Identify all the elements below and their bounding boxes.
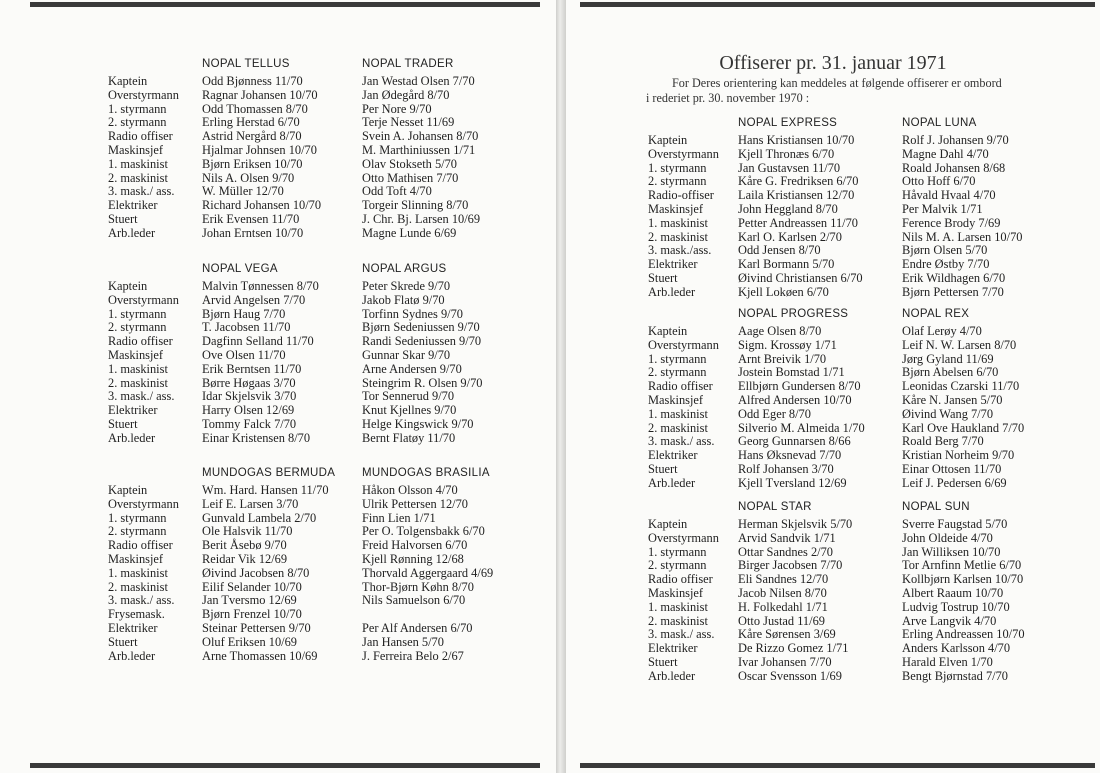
officer-entry-column (738, 134, 863, 300)
rank-label-column (108, 75, 179, 241)
rank-label: 2. maskinist (108, 375, 168, 390)
officer-entry: Karl Bormann 5/70 (738, 257, 835, 272)
officer-entry: J. Ferreira Belo 2/67 (362, 648, 464, 663)
ship-name-heading: NOPAL EXPRESS (738, 117, 838, 129)
officer-entry: Freid Halvorsen 6/70 (362, 538, 468, 553)
rank-label: 2. maskinist (108, 579, 168, 594)
officer-entry: Oscar Svensson 1/69 (738, 668, 842, 683)
rank-label: Arb.leder (648, 475, 696, 490)
officer-entry: Leif N. W. Larsen 8/70 (902, 337, 1017, 352)
officer-entry: Per O. Tolgensbakk 6/70 (362, 524, 485, 539)
intro-line-1: For Deres orientering kan meddeles at følgende offiserer er ombord (672, 76, 1002, 90)
officer-entry: Birger Jacobsen 7/70 (738, 558, 843, 573)
rank-label: Stuert (648, 654, 678, 669)
rank-label: 1. styrmann (108, 306, 167, 321)
intro-text (646, 76, 1086, 106)
officer-entry: Peter Skrede 9/70 (362, 279, 451, 293)
rank-label: Elektriker (108, 620, 158, 635)
rank-label: Overstyrmann (108, 292, 179, 307)
rank-label: Stuert (648, 461, 678, 476)
rank-label: 1. styrmann (648, 160, 707, 175)
rank-label: 1. maskinist (108, 361, 168, 376)
officer-entry: Karl Ove Haukland 7/70 (902, 420, 1025, 435)
officer-entry: Jan Westad Olsen 7/70 (362, 74, 475, 88)
rank-label: 1. styrmann (648, 544, 707, 559)
officer-entry-column (362, 484, 493, 663)
officer-entry: Steingrim R. Olsen 9/70 (362, 375, 483, 390)
rank-label: 1. maskinist (108, 156, 168, 171)
rank-label: Overstyrmann (648, 530, 719, 545)
officer-entry: Leonidas Czarski 11/70 (902, 379, 1020, 394)
officer-entry: Sverre Faugstad 5/70 (902, 517, 1008, 531)
officer-entry: Olav Stokseth 5/70 (362, 156, 457, 171)
officer-entry: Erik Evensen 11/70 (202, 211, 300, 226)
officer-entry: Håkon Olsson 4/70 (362, 483, 458, 497)
ship-block (648, 308, 1088, 491)
rank-label: Maskinsjef (648, 392, 704, 407)
officer-entry: Otto Hoff 6/70 (902, 174, 976, 189)
rank-label: Elektriker (108, 198, 158, 213)
officer-entry: Magne Lunde 6/69 (362, 225, 457, 240)
officer-entry: Rolf Johansen 3/70 (738, 461, 834, 476)
officer-entry: Johan Erntsen 10/70 (202, 225, 304, 240)
rank-label: Arb.leder (108, 225, 156, 240)
officer-entry-column (202, 484, 329, 663)
rank-label-column (108, 280, 179, 446)
rank-label: 1. maskinist (648, 406, 708, 421)
rank-label: Kaptein (108, 483, 148, 497)
officer-entry: Ole Halsvik 11/70 (202, 524, 293, 539)
rank-label: 2. styrmann (648, 365, 707, 380)
rank-label: 2. maskinist (648, 613, 708, 628)
rank-label: Maskinsjef (108, 551, 164, 566)
officer-entry: Arve Langvik 4/70 (902, 613, 997, 628)
officer-entry: Kjell Tversland 12/69 (738, 475, 847, 490)
officer-entry: Arvid Angelsen 7/70 (202, 292, 306, 307)
officer-entry: Ivar Johansen 7/70 (738, 654, 832, 669)
ship-name-heading: NOPAL ARGUS (362, 263, 447, 275)
ship-name-heading: NOPAL PROGRESS (738, 308, 849, 320)
officer-entry: Ottar Sandnes 2/70 (738, 544, 833, 559)
ship-name-heading: MUNDOGAS BERMUDA (202, 467, 336, 479)
officer-entry: Øivind Wang 7/70 (902, 406, 994, 421)
rank-label-column (648, 325, 719, 491)
officer-entry-column (902, 325, 1024, 491)
book-gutter (556, 0, 566, 773)
rank-label-column (108, 484, 179, 663)
rank-label: Maskinsjef (648, 201, 704, 216)
rank-label: Radio offiser (108, 129, 173, 144)
officer-entry: Bjørn Haug 7/70 (202, 306, 286, 321)
rank-label: Stuert (108, 416, 138, 431)
ship-name-heading: NOPAL STAR (738, 501, 812, 513)
officer-entry: Tor Sennerud 9/70 (362, 389, 455, 404)
officer-entry: Ulrik Pettersen 12/70 (362, 496, 468, 511)
officer-entry: Jan Tversmo 12/69 (202, 593, 297, 608)
officer-entry: Astrid Nergård 8/70 (202, 129, 302, 144)
officer-entry: Bjørn Eriksen 10/70 (202, 156, 303, 171)
rank-label: Overstyrmann (648, 146, 719, 161)
officer-entry: Bjørn Pettersen 7/70 (902, 284, 1004, 299)
officer-entry: Odd Toft 4/70 (362, 184, 432, 199)
officer-entry: Erik Wildhagen 6/70 (902, 270, 1006, 285)
officer-entry: Einar Ottosen 11/70 (902, 461, 1002, 476)
officer-entry: Ellbjørn Gundersen 8/70 (738, 379, 861, 394)
officer-entry: Odd Thomassen 8/70 (202, 101, 308, 116)
rank-label-column (648, 518, 719, 684)
ship-name-heading: NOPAL LUNA (902, 117, 977, 129)
officer-entry: John Oldeide 4/70 (902, 530, 993, 545)
officer-entry: Arnt Breivik 1/70 (738, 351, 827, 366)
rank-label: 1. styrmann (648, 351, 707, 366)
officer-entry-column (902, 134, 1022, 300)
officer-entry: Richard Johansen 10/70 (202, 198, 322, 213)
ship-name-heading: NOPAL VEGA (202, 263, 278, 275)
page-edge-bottom-left (30, 763, 540, 768)
officer-entry: Dagfinn Selland 11/70 (202, 334, 314, 349)
rank-label: Kaptein (648, 133, 688, 147)
rank-label: Arb.leder (648, 668, 696, 683)
officer-entry-column (738, 518, 852, 684)
rank-label: Arb.leder (108, 648, 156, 663)
officer-entry: Øivind Jacobsen 8/70 (202, 565, 310, 580)
officer-entry: Nils Samuelson 6/70 (362, 593, 466, 608)
officer-entry: Aage Olsen 8/70 (738, 324, 822, 338)
officer-entry: T. Jacobsen 11/70 (202, 320, 291, 335)
rank-label: 2. maskinist (648, 420, 708, 435)
officer-entry: Malvin Tønnessen 8/70 (202, 279, 319, 293)
rank-label: 2. styrmann (108, 320, 167, 335)
officer-entry: Wm. Hard. Hansen 11/70 (202, 483, 329, 497)
officer-entry: Per Malvik 1/71 (902, 201, 983, 216)
officer-entry: Alfred Andersen 10/70 (738, 392, 852, 407)
rank-label: 1. maskinist (648, 599, 708, 614)
rank-label: 2. maskinist (108, 170, 168, 185)
officer-entry (362, 608, 493, 622)
rank-label: Radio offiser (108, 538, 173, 553)
rank-label: Maskinsjef (648, 585, 704, 600)
page-title: Offiserer pr. 31. januar 1971 (719, 52, 947, 74)
officer-entry: Torgeir Slinning 8/70 (362, 198, 469, 213)
officer-entry-column (738, 325, 865, 491)
officer-entry: Kjell Rønning 12/68 (362, 551, 464, 566)
rank-label: 2. styrmann (108, 524, 167, 539)
rank-label: Kaptein (648, 324, 688, 338)
rank-label: 3. mask./ ass. (108, 593, 175, 608)
officer-entry: Eilif Selander 10/70 (202, 579, 302, 594)
officer-entry: Oluf Eriksen 10/69 (202, 634, 297, 649)
rank-label: Elektriker (108, 403, 158, 418)
officer-entry: Bernt Flatøy 11/70 (362, 430, 456, 445)
officer-entry: Erling Andreassen 10/70 (902, 627, 1025, 642)
rank-label: 3. mask./ ass. (108, 389, 175, 404)
rank-label: Overstyrmann (648, 337, 719, 352)
officer-entry: Jan Williksen 10/70 (902, 544, 1001, 559)
officer-entry: Roald Johansen 8/68 (902, 160, 1006, 175)
officer-entry: Bjørn Abelsen 6/70 (902, 365, 999, 380)
officer-entry: Leif J. Pedersen 6/69 (902, 475, 1007, 490)
officer-entry: Jacob Nilsen 8/70 (738, 585, 827, 600)
officer-entry: Erling Herstad 6/70 (202, 115, 300, 130)
officer-entry: Randi Sedeniussen 9/70 (362, 334, 482, 349)
officer-entry: Sigm. Krossøy 1/71 (738, 337, 837, 352)
officer-entry: Herman Skjelsvik 5/70 (738, 517, 853, 531)
rank-label: Maskinsjef (108, 142, 164, 157)
rank-label: 3. mask./ass. (648, 243, 712, 258)
officer-entry: Bjørn Frenzel 10/70 (202, 607, 302, 622)
officer-entry-column (362, 75, 480, 241)
rank-label: Elektriker (648, 448, 698, 463)
officer-entry: Per Nore 9/70 (362, 101, 432, 116)
officer-entry: Odd Jensen 8/70 (738, 243, 821, 258)
officer-entry: Bjørn Olsen 5/70 (902, 243, 988, 258)
rank-label: 1. styrmann (108, 101, 167, 116)
officer-entry: Bjørn Sedeniussen 9/70 (362, 320, 480, 335)
rank-label: Frysemask. (108, 607, 165, 622)
officer-entry: Helge Kingswick 9/70 (362, 416, 474, 431)
officer-entry: Endre Østby 7/70 (902, 257, 990, 272)
officer-entry: Terje Nesset 11/69 (362, 115, 455, 130)
officer-entry: Hans Øksnevad 7/70 (738, 448, 842, 463)
officer-entry: Kjell Thronæs 6/70 (738, 146, 835, 161)
rank-label: Arb.leder (108, 430, 156, 445)
officer-entry: Tor Arnfinn Metlie 6/70 (902, 558, 1022, 573)
officer-entry: Bengt Bjørnstad 7/70 (902, 668, 1009, 683)
intro-line-2: i rederiet pr. 30. november 1970 : (646, 91, 810, 105)
officer-entry: Håvald Hvaal 4/70 (902, 188, 996, 203)
officer-entry: Jan Ødegård 8/70 (362, 87, 450, 102)
rank-label: Stuert (108, 211, 138, 226)
officer-entry: Roald Berg 7/70 (902, 434, 984, 449)
officer-entry: Per Alf Andersen 6/70 (362, 620, 473, 635)
officer-entry-column (202, 280, 319, 446)
rank-label: Arb.leder (648, 284, 696, 299)
officer-entry: Nils M. A. Larsen 10/70 (902, 229, 1023, 244)
rank-label: Radio offiser (108, 334, 173, 349)
officer-entry: Harald Elven 1/70 (902, 654, 993, 669)
officer-entry: Idar Skjelsvik 3/70 (202, 389, 297, 404)
officer-entry: Kåre G. Fredriksen 6/70 (738, 174, 859, 189)
ship-name-heading: NOPAL TRADER (362, 58, 454, 70)
rank-label: Kaptein (648, 517, 688, 531)
rank-label: 1. styrmann (108, 510, 167, 525)
ship-block (648, 501, 1088, 684)
officer-entry: Hans Kristiansen 10/70 (738, 133, 855, 147)
officer-entry: Eli Sandnes 12/70 (738, 572, 829, 587)
officer-entry: Arne Andersen 9/70 (362, 361, 462, 376)
officer-entry: W. Müller 12/70 (202, 184, 284, 199)
rank-label: Stuert (648, 270, 678, 285)
rank-label: Radio offiser (648, 379, 713, 394)
officer-entry: J. Chr. Bj. Larsen 10/69 (362, 211, 481, 226)
rank-label: 1. maskinist (108, 565, 168, 580)
rank-label: Elektriker (648, 641, 698, 656)
ship-name-heading: MUNDOGAS BRASILIA (362, 467, 490, 479)
rank-label: Stuert (108, 634, 138, 649)
rank-label: 2. styrmann (648, 174, 707, 189)
rank-label: Kaptein (108, 279, 148, 293)
officer-entry: Kåre Sørensen 3/69 (738, 627, 836, 642)
officer-entry: Otto Justad 11/69 (738, 613, 825, 628)
officer-entry: Svein A. Johansen 8/70 (362, 129, 479, 144)
officer-entry: Georg Gunnarsen 8/66 (738, 434, 851, 449)
officer-entry: Odd Bjønness 11/70 (202, 74, 303, 88)
officer-entry: Berit Åsebø 9/70 (202, 538, 287, 553)
officer-entry: Kollbjørn Karlsen 10/70 (902, 572, 1024, 587)
rank-label: Maskinsjef (108, 347, 164, 362)
rank-label: 2. maskinist (648, 229, 708, 244)
officer-entry: Thorvald Aggergaard 4/69 (362, 565, 494, 580)
officer-entry: Finn Lien 1/71 (362, 510, 436, 525)
rank-label: Elektriker (648, 257, 698, 272)
officer-entry-column (902, 518, 1025, 684)
ship-block (108, 58, 548, 241)
officer-entry: Kjell Lokøen 6/70 (738, 284, 829, 299)
officer-entry-column (362, 280, 482, 446)
rank-label: 3. mask./ ass. (648, 627, 715, 642)
officer-entry: Jostein Bomstad 1/71 (738, 365, 845, 380)
officer-entry: Leif E. Larsen 3/70 (202, 496, 299, 511)
officer-entry: Arne Thomassen 10/69 (202, 648, 318, 663)
officer-entry: De Rizzo Gomez 1/71 (738, 641, 849, 656)
officer-entry: Gunnar Skar 9/70 (362, 347, 451, 362)
ship-name-heading: NOPAL TELLUS (202, 58, 290, 70)
ship-block (108, 263, 548, 446)
officer-entry: Børre Høgaas 3/70 (202, 375, 296, 390)
ship-name-heading: NOPAL SUN (902, 501, 970, 513)
rank-label: 1. maskinist (648, 215, 708, 230)
officer-entry: Petter Andreassen 11/70 (738, 215, 858, 230)
officer-entry: Ference Brody 7/69 (902, 215, 1001, 230)
officer-entry: Kåre N. Jansen 5/70 (902, 392, 1003, 407)
rank-label: Radio offiser (648, 572, 713, 587)
officer-entry: Steinar Pettersen 9/70 (202, 620, 311, 635)
rank-label: Radio-offiser (648, 188, 714, 203)
officer-entry: Øivind Christiansen 6/70 (738, 270, 863, 285)
officer-entry: Silverio M. Almeida 1/70 (738, 420, 865, 435)
rank-label: 3. mask./ ass. (648, 434, 715, 449)
officer-entry: Laila Kristiansen 12/70 (738, 188, 855, 203)
officer-entry: Gunvald Lambela 2/70 (202, 510, 317, 525)
officer-entry: Thor-Bjørn Køhn 8/70 (362, 579, 474, 594)
officer-entry-column (202, 75, 321, 241)
officer-entry: Jørg Gyland 11/69 (902, 351, 994, 366)
officer-entry: H. Folkedahl 1/71 (738, 599, 828, 614)
rank-label: 3. mask./ ass. (108, 184, 175, 199)
officer-entry: Otto Mathisen 7/70 (362, 170, 459, 185)
ship-name-heading: NOPAL REX (902, 308, 970, 320)
officer-entry: Reidar Vik 12/69 (202, 551, 288, 566)
officer-entry: Tommy Falck 7/70 (202, 416, 297, 431)
officer-entry: Jan Hansen 5/70 (362, 634, 444, 649)
officer-entry: Karl O. Karlsen 2/70 (738, 229, 842, 244)
officer-entry: Arvid Sandvik 1/71 (738, 530, 836, 545)
officer-entry: Ragnar Johansen 10/70 (202, 87, 318, 102)
officer-entry: Jakob Flatø 9/70 (362, 292, 445, 307)
officer-entry: Nils A. Olsen 9/70 (202, 170, 295, 185)
officer-entry: Jan Gustavsen 11/70 (738, 160, 841, 175)
rank-label: Overstyrmann (108, 87, 179, 102)
officer-entry: Magne Dahl 4/70 (902, 146, 989, 161)
officer-entry: Olaf Lerøy 4/70 (902, 324, 982, 338)
rank-label: 2. styrmann (648, 558, 707, 573)
rank-label: Kaptein (108, 74, 148, 88)
officer-entry: Torfinn Sydnes 9/70 (362, 306, 464, 321)
officer-entry: Harry Olsen 12/69 (202, 403, 295, 418)
rank-label-column (648, 134, 719, 300)
officer-entry: M. Marthiniussen 1/71 (362, 142, 476, 157)
officer-entry: Hjalmar Johnsen 10/70 (202, 142, 317, 157)
ship-block (648, 117, 1088, 300)
ship-block (108, 467, 548, 663)
officer-entry: Rolf J. Johansen 9/70 (902, 133, 1009, 147)
page-edge-bottom-right (580, 763, 1095, 768)
officer-entry: Knut Kjellnes 9/70 (362, 403, 457, 418)
officer-entry: Erik Berntsen 11/70 (202, 361, 302, 376)
officer-entry: Anders Karlsson 4/70 (902, 641, 1011, 656)
officer-entry: Ludvig Tostrup 10/70 (902, 599, 1010, 614)
page-edge-top-left (30, 2, 540, 7)
officer-entry: Ove Olsen 11/70 (202, 347, 286, 362)
officer-entry: Albert Raaum 10/70 (902, 585, 1004, 600)
rank-label: Overstyrmann (108, 496, 179, 511)
officer-entry: Kristian Norheim 9/70 (902, 448, 1015, 463)
page-edge-top-right (580, 2, 1095, 7)
officer-entry: Einar Kristensen 8/70 (202, 430, 311, 445)
officer-entry: John Heggland 8/70 (738, 201, 838, 216)
rank-label: 2. styrmann (108, 115, 167, 130)
officer-entry: Odd Eger 8/70 (738, 406, 811, 421)
